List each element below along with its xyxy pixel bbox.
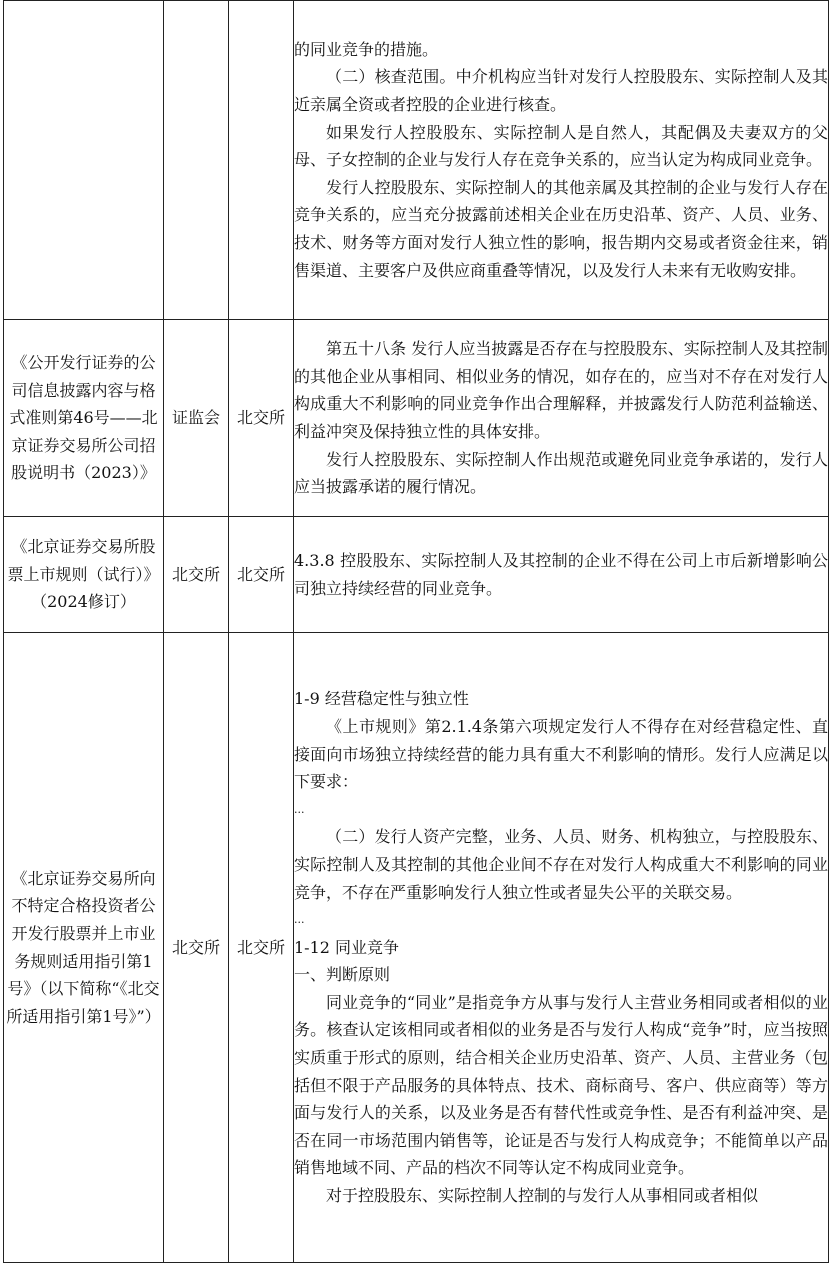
market-cell: 北交所 bbox=[229, 517, 294, 633]
issuer-cell bbox=[164, 1, 229, 320]
table-row bbox=[4, 633, 829, 1263]
table-row bbox=[4, 320, 829, 517]
regulations-table bbox=[3, 0, 829, 1263]
market-cell: 北交所 bbox=[229, 633, 294, 1263]
paragraph: 的同业竞争的措施。 bbox=[294, 39, 439, 59]
table-row bbox=[4, 517, 829, 633]
paragraph: 发行人控股股东、实际控制人的其他亲属及其控制的企业与发行人存在竞争关系的，应当充分披露前述相关企业在历史沿革、资产、人员、业务、技术、财务等方面对发行人独立性的影响，报告期内交易或者资金往来，销售渠道、主要客户及供应商重叠等情况，以及发行人未来有无收购安排。 bbox=[294, 177, 828, 280]
ellipsis: ... bbox=[294, 802, 305, 816]
regulation-name-cell: 《北京证券交易所向不特定合格投资者公开发行股票并上市业务规则适用指引第1号》（以下简称“《北交所适用指引第1号》”） bbox=[4, 633, 164, 1263]
paragraph: 第五十八条 发行人应当披露是否存在与控股股东、实际控制人及其控制的其他企业从事相同、相似业务的情况，如存在的，应当对不存在对发行人构成重大不利影响的同业竞争作出合理解释，并披露发行人防范利益输送、利益冲突及保持独立性的具体安排。 bbox=[294, 339, 828, 441]
regulation-name-cell bbox=[4, 1, 164, 320]
paragraph: 1-9 经营稳定性与独立性 bbox=[294, 689, 469, 709]
content-cell bbox=[294, 320, 829, 517]
paragraph: 对于控股股东、实际控制人控制的与发行人从事相同或者相似 bbox=[326, 1186, 759, 1206]
content-cell bbox=[294, 517, 829, 633]
paragraph: 《上市规则》第2.1.4条第六项规定发行人不得存在对经营稳定性、直接面向市场独立持续经营的能力具有重大不利影响的情形。发行人应满足以下要求： bbox=[294, 716, 828, 792]
market-cell: 北交所 bbox=[229, 320, 294, 517]
paragraph: （二）发行人资产完整，业务、人员、财务、机构独立，与控股股东、实际控制人及其控制的其他企业间不存在对发行人构成重大不利影响的同业竞争，不存在严重影响发行人独立性或者显失公平的关联交易。 bbox=[294, 827, 828, 902]
paragraph: （二）核查范围。中介机构应当针对发行人控股股东、实际控制人及其近亲属全资或者控股的企业进行核查。 bbox=[294, 67, 828, 115]
table-row bbox=[4, 1, 829, 320]
content-cell bbox=[294, 633, 829, 1263]
sub-heading: 一、判断原则 bbox=[294, 965, 391, 985]
section-heading: 1-12 同业竞争 bbox=[294, 937, 400, 957]
regulation-name-cell: 《北京证券交易所股票上市规则（试行）》（2024修订） bbox=[4, 517, 164, 633]
paragraph: 如果发行人控股股东、实际控制人是自然人，其配偶及夫妻双方的父母、子女控制的企业与发行人存在竞争关系的，应当认定为构成同业竞争。 bbox=[294, 122, 828, 170]
paragraph: 4.3.8 控股股东、实际控制人及其控制的企业不得在公司上市后新增影响公司独立持续经营的同业竞争。 bbox=[294, 550, 828, 598]
paragraph: 同业竞争的“同业”是指竞争方从事与发行人主营业务相同或者相似的业务。核查认定该相同或者相似的业务是否与发行人构成“竞争”时，应当按照实质重于形式的原则，结合相关企业历史沿革、资产、人员、主营业务（包括但不限于产品服务的具体特点、技术、商标商号、客户、供应商等）等方面与发行人的关系，以及业务是否有替代性或竞争性、是否有利益冲突、是否在同一市场范围内销售等，论证是否与发行人构成竞争；不能简单以产品销售地域不同、产品的档次不同等认定不构成同业竞争。 bbox=[294, 992, 828, 1178]
issuer-cell: 证监会 bbox=[164, 320, 229, 517]
paragraph: 发行人控股股东、实际控制人作出规范或避免同业竞争承诺的，发行人应当披露承诺的履行情况。 bbox=[294, 449, 828, 497]
content-cell bbox=[294, 1, 829, 320]
issuer-cell: 北交所 bbox=[164, 633, 229, 1263]
market-cell bbox=[229, 1, 294, 320]
issuer-cell: 北交所 bbox=[164, 517, 229, 633]
regulation-name-cell: 《公开发行证券的公司信息披露内容与格式准则第46号——北京证券交易所公司招股说明书（2023）》 bbox=[4, 320, 164, 517]
ellipsis: ... bbox=[294, 913, 305, 927]
